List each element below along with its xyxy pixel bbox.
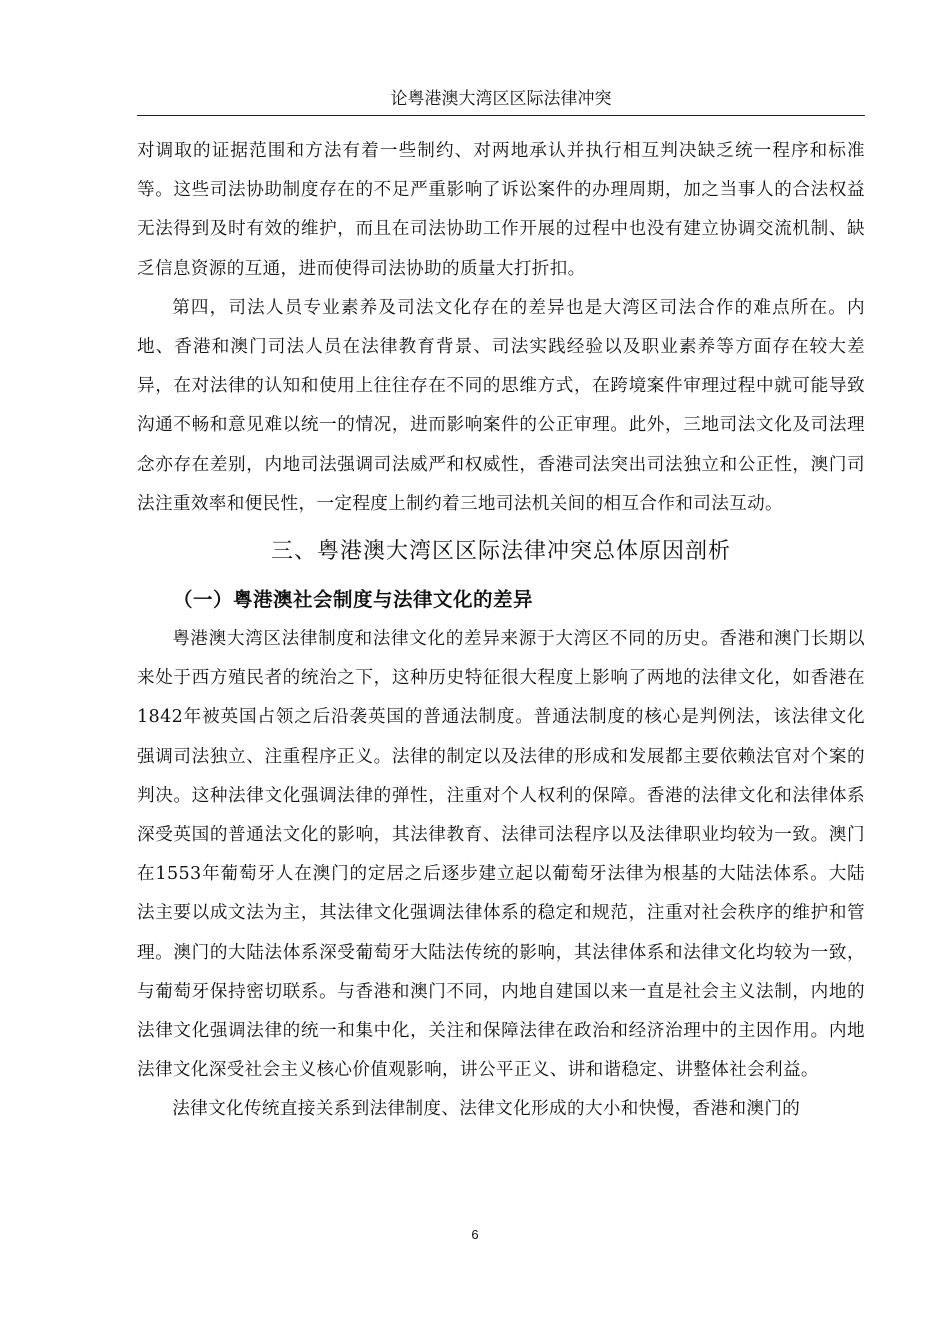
paragraph-judicial-personnel: 第四，司法人员专业素养及司法文化存在的差异也是大湾区司法合作的难点所在。内地、香港和澳门司法人员在法律教育背景、司法实践经验以及职业素养等方面存在较大差异，在对法律的认知和使用上往往存在不同的思维方式，在跨境案件审理过程中就可能导致沟通不畅和意见难以统一的情况，进而影响案件的公正审理。此外，三地司法文化及司法理念亦存在差别，内地司法强调司法威严和权威性，香港司法突出司法独立和公正性，澳门司法注重效率和便民性，一定程度上制约着三地司法机关间的相互合作和司法互动。 <box>137 297 865 514</box>
section-heading: 三、粤港澳大湾区区际法律冲突总体原因剖析 <box>270 539 731 565</box>
paragraph-continued: 对调取的证据范围和方法有着一些制约、对两地承认并执行相互判决缺乏统一程序和标准等。这些司法协助制度存在的不足严重影响了诉讼案件的办理周期，加之当事人的合法权益无法得到及时有效的维护，而且在司法协助工作开展的过程中也没有建立协调交流机制、缺乏信息资源的互通，进而使得司法协助的质量大打折扣。 <box>137 141 865 279</box>
header-rule <box>137 115 865 116</box>
paragraph-legal-culture: 粤港澳大湾区法律制度和法律文化的差异来源于大湾区不同的历史。香港和澳门长期以来处于西方殖民者的统治之下，这种历史特征很大程度上影响了两地的法律文化，如香港在1842年被英国占领之后沿袭英国的普通法制度。普通法制度的核心是判例法，该法律文化强调司法独立、注重程序正义。法律的制定以及法律的形成和发展都主要依赖法官对个案的判决。这种法律文化强调法律的弹性，注重对个人权利的保障。香港的法律文化和法律体系深受英国的普通法文化的影响，其法律教育、法律司法程序以及法律职业均较为一致。澳门在1553年葡萄牙人在澳门的定居之后逐步建立起以葡萄牙法律为根基的大陆法体系。大陆法主要以成文法为主，其法律文化强调法律体系的稳定和规范，注重对社会秩序的维护和管理。澳门的大陆法体系深受葡萄牙大陆法传统的影响，其法律体系和法律文化均较为一致，与葡萄牙保持密切联系。与香港和澳门不同，内地自建国以来一直是社会主义法制，内地的法律文化强调法律的统一和集中化，关注和保障法律在政治和经济治理中的主因作用。内地法律文化深受社会主义核心价值观影响，讲公平正义、讲和谐稳定、讲整体社会利益。 <box>137 629 865 1081</box>
page-number: 6 <box>471 1227 479 1242</box>
document-body <box>137 132 865 1130</box>
running-header: 论粤港澳大湾区区际法律冲突 <box>390 89 612 109</box>
subsection-heading: （一）粤港澳社会制度与法律文化的差异 <box>173 588 534 612</box>
paragraph-tradition: 法律文化传统直接关系到法律制度、法律文化形成的大小和快慢，香港和澳门的 <box>172 1099 801 1120</box>
